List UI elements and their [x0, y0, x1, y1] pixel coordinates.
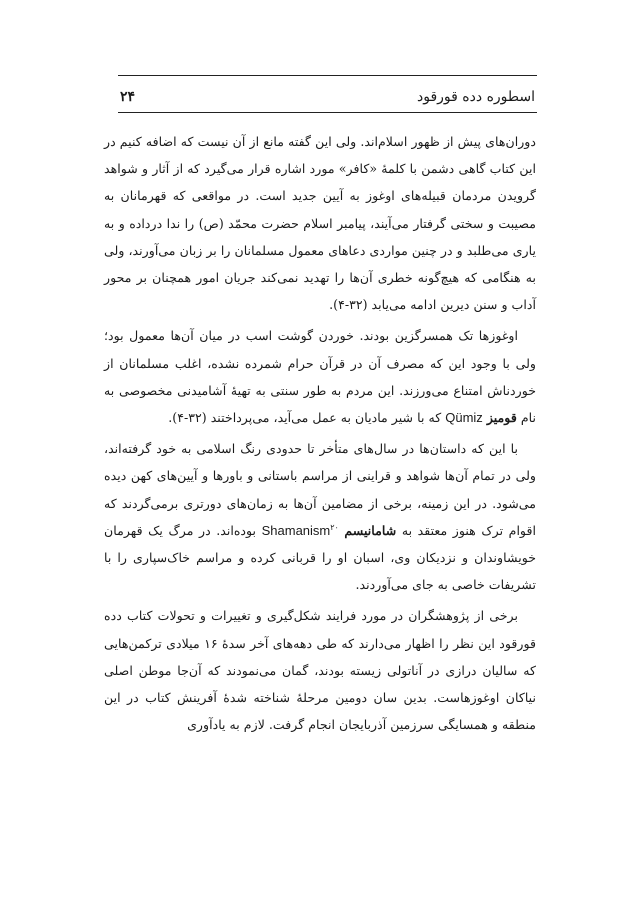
paragraph-text: اوغوزها تک همسرگزین بودند. خوردن گوشت اسب در میان آن‌ها معمول بود؛ ولی با وجود این که مصرف آن در قرآن حرام شمرده نشده، اغلب مسلمانان از خوردناش امتناع می‌ورزند. این مردم به طور سنتی به تهیهٔ آشامیدنی مخصوصی به نام	[104, 328, 536, 426]
running-title: اسطوره دده قورقود	[417, 89, 535, 105]
header-bottom-rule	[118, 112, 537, 113]
paragraph-4	[104, 602, 536, 738]
term-qumiz-persian: قومیز	[486, 410, 517, 426]
header-top-rule	[118, 75, 537, 76]
paragraph-text: دوران‌های پیش از ظهور اسلام‌اند. ولی این گفته مانع از آن نیست که اضافه کنیم در این کتاب گاهی دشمن با کلمهٔ «کافر» مورد اشاره قرار می‌گیرد که از آثار و شواهد گرویدن مردمان قبیله‌های اوغوز به آیین جدید است. در مواقعی که قهرمانان به مصیبت و سختی گرفتار می‌آیند، پیامبر اسلام حضرت محمّد (ص) را ندا درداده و به یاری می‌طلبد و در چنین مواردی دعاهای معمول مسلمانان را بر زبان می‌آورند، ولی به هنگامی که هیچ‌گونه خطری آن‌ها را تهدید نمی‌کند جریان امور همچنان بر محور آداب و سنن دیرین ادامه می‌یابد (۳۲-۴).	[104, 134, 536, 313]
paragraph-text: برخی از پژوهشگران در مورد فرایند شکل‌گیری و تغییرات و تحولات کتاب دده قورقود این نظر را اظهار می‌دارند که طی دهه‌های آخر سدهٔ ۱۶ میلادی ترکمن‌هایی که سالیان درازی در آناتولی زیسته بودند، گمان می‌نمودند که آن‌جا موطن اصلی نیاکان اوغوزهاست. بدین سان دومین مرحلهٔ شناخته شدهٔ آفرینش کتاب در این منطقه و همسایگی سرزمین آذربایجان انجام گرفت. لازم به یادآوری	[104, 608, 536, 733]
page-number: ۲۴	[120, 89, 136, 105]
term-shamanism-latin: Shamanism	[261, 522, 331, 538]
paragraph-text-continued: که با شیر مادیان به عمل می‌آید، می‌پرداختند (۳۲-۴).	[168, 410, 442, 426]
footnote-marker: ۲۰	[330, 522, 339, 532]
running-header	[120, 86, 535, 108]
paragraph-3	[104, 435, 536, 598]
term-shamanism-persian: شامانیسم	[344, 522, 397, 538]
paragraph-1	[104, 128, 536, 318]
paragraph-text: با این که داستان‌ها در سال‌های متأخر تا حدودی رنگ اسلامی به خود گرفته‌اند، ولی در تمام آن‌ها شواهد و قراینی از مراسم باستانی و باورها و آیین‌های کهن دیده می‌شود. در این زمینه، برخی از مضامین آن‌ها به زمان‌های دورتری برمی‌گردند که اقوام ترک هنوز معتقد به	[104, 441, 536, 538]
term-qumiz-latin: Qümiz	[445, 410, 483, 426]
paragraph-2	[104, 322, 536, 431]
paragraph-text-continued: بوده‌اند. در مرگ یک قهرمان خویشاوندان و نزدیکان وی، اسبان او را قربانی کرده و مراسم خاک‌سپاری را با تشریفات خاصی به جای می‌آوردند.	[104, 522, 536, 593]
body-text	[104, 128, 536, 742]
